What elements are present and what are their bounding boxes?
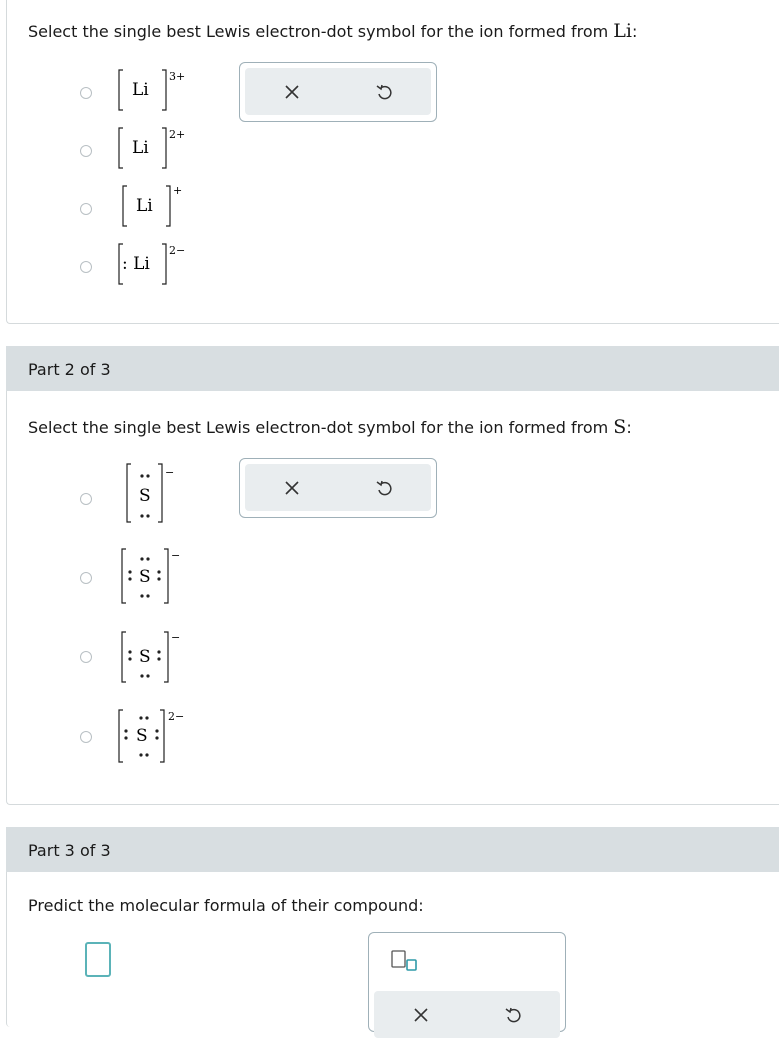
part2-option-2-symbol[interactable] — [121, 545, 191, 607]
formula-answer-input[interactable] — [85, 942, 111, 977]
undo-icon — [374, 478, 394, 498]
part2-option-4-radio[interactable] — [80, 731, 92, 743]
svg-text:S: S — [139, 647, 151, 667]
svg-text:3+: 3+ — [169, 70, 186, 83]
svg-text:Li: Li — [136, 196, 153, 216]
part1-option-1-radio[interactable] — [80, 87, 92, 99]
part2-option-1-radio[interactable] — [80, 493, 92, 505]
part1-question: Select the single best Lewis electron-dot symbol for the ion formed from Li: — [28, 20, 638, 42]
subscript-template-button[interactable] — [391, 950, 419, 976]
part1-option-2-symbol[interactable] — [118, 124, 188, 170]
part3-question: Predict the molecular formula of their compound: — [28, 896, 424, 915]
x-icon — [411, 1005, 431, 1025]
svg-text:−: − — [171, 549, 181, 562]
part1-option-1-symbol[interactable] — [118, 66, 188, 112]
part2-toolbar — [245, 464, 431, 511]
part3-title: Part 3 of 3 — [28, 841, 111, 860]
x-icon — [282, 82, 302, 102]
part3-header — [6, 827, 779, 872]
svg-text:2+: 2+ — [169, 128, 186, 141]
x-icon — [282, 478, 302, 498]
part2-option-1-symbol[interactable] — [126, 462, 196, 524]
part2-option-4-symbol[interactable] — [118, 704, 198, 766]
part1-toolbar — [245, 68, 431, 115]
part2-option-3-radio[interactable] — [80, 651, 92, 663]
part1-undo-button[interactable] — [374, 82, 394, 102]
part2-toolbox — [239, 458, 437, 518]
part3-undo-button[interactable] — [503, 1005, 523, 1025]
svg-text:S: S — [139, 486, 151, 506]
svg-text:: Li: : Li — [122, 254, 150, 274]
undo-icon — [374, 82, 394, 102]
part3-toolbar — [374, 991, 560, 1038]
svg-text:Li: Li — [132, 138, 149, 158]
undo-icon — [503, 1005, 523, 1025]
svg-text:2−: 2− — [169, 244, 186, 257]
svg-text:+: + — [173, 184, 183, 197]
part1-option-3-radio[interactable] — [80, 203, 92, 215]
part2-undo-button[interactable] — [374, 478, 394, 498]
part1-toolbox — [239, 62, 437, 122]
part1-option-2-radio[interactable] — [80, 145, 92, 157]
svg-text:−: − — [165, 466, 175, 479]
part2-clear-button[interactable] — [282, 478, 302, 498]
part1-option-4-radio[interactable] — [80, 261, 92, 273]
part2-option-2-radio[interactable] — [80, 572, 92, 584]
part3-clear-button[interactable] — [411, 1005, 431, 1025]
part2-option-3-symbol[interactable] — [121, 626, 191, 686]
svg-text:−: − — [171, 631, 181, 644]
part2-question: Select the single best Lewis electron-dot symbol for the ion formed from S: — [28, 416, 632, 438]
part2-title: Part 2 of 3 — [28, 360, 111, 379]
part1-option-3-symbol[interactable] — [122, 182, 192, 228]
svg-text:S: S — [136, 726, 148, 746]
subscript-template-icon — [391, 950, 419, 972]
part1-clear-button[interactable] — [282, 82, 302, 102]
svg-text:Li: Li — [132, 80, 149, 100]
svg-text:S: S — [139, 567, 151, 587]
part3-toolbox — [368, 932, 566, 1032]
svg-text:2−: 2− — [168, 710, 185, 723]
part1-option-4-symbol[interactable] — [118, 240, 198, 286]
part2-header — [6, 346, 779, 391]
